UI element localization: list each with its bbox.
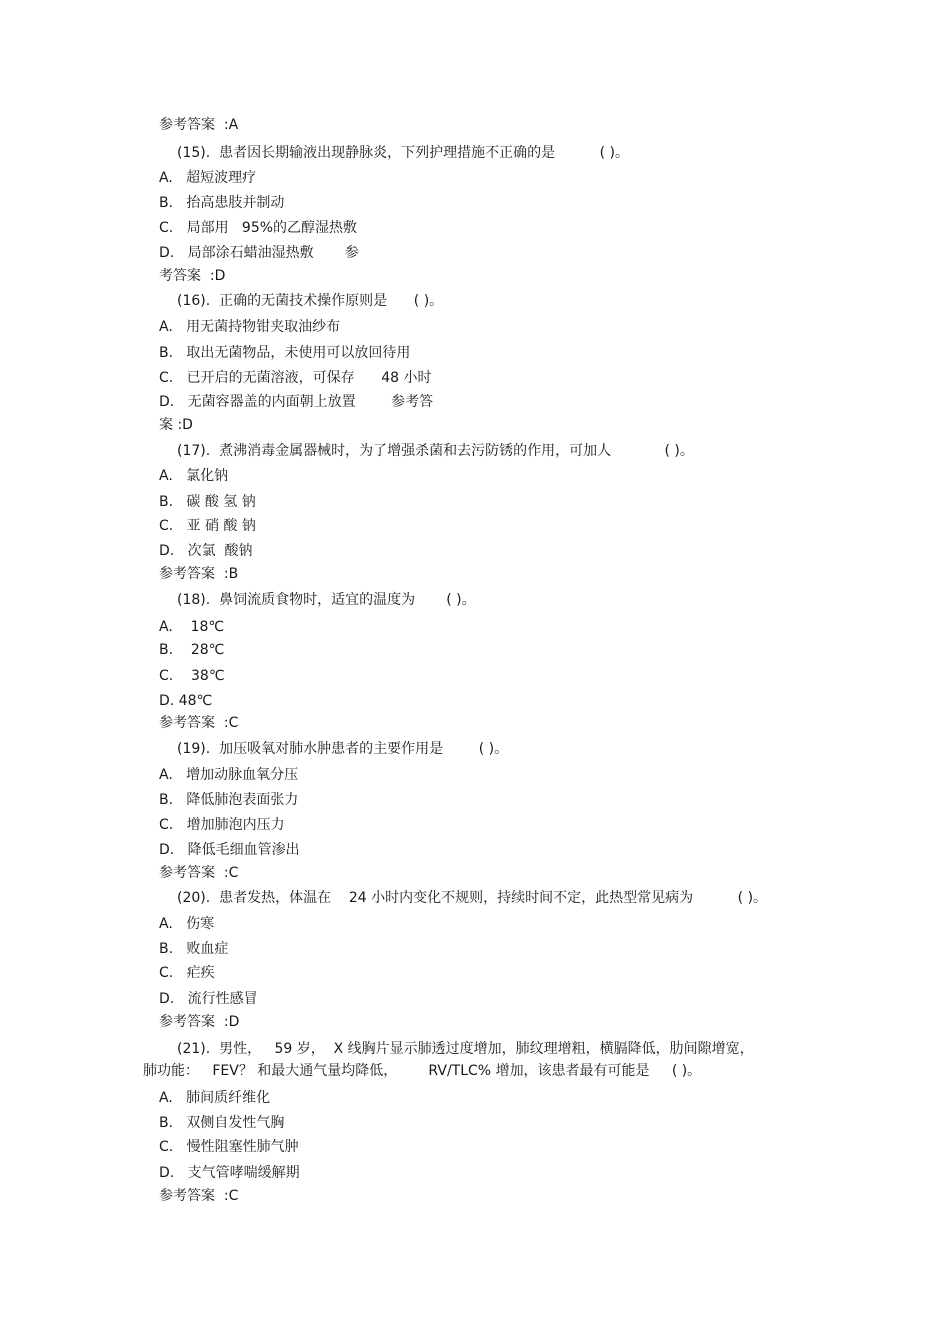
option-16b: B. 取出无菌物品，未使用可以放回待用 bbox=[159, 345, 411, 361]
question-16: (16). 正确的无菌技术操作原则是 ( )。 bbox=[177, 293, 444, 309]
answer-19: 参考答案 :C bbox=[159, 865, 239, 881]
question-20: (20). 患者发热，体温在 24 小时内变化不规则，持续时间不定，此热型常见病为 ( )。 bbox=[177, 890, 768, 906]
option-15a: A. 超短波理疗 bbox=[159, 170, 257, 186]
question-19: (19). 加压吸氧对肺水肿患者的主要作用是 ( )。 bbox=[177, 741, 509, 757]
option-18a: A. 18℃ bbox=[159, 619, 225, 635]
answer-21: 参考答案 :C bbox=[159, 1188, 239, 1204]
option-21b: B. 双侧自发性气胸 bbox=[159, 1115, 285, 1131]
option-17c: C. 亚 硝 酸 钠 bbox=[159, 518, 256, 534]
question-18: (18). 鼻饲流质食物时，适宜的温度为 ( )。 bbox=[177, 592, 476, 608]
answer-20: 参考答案 :D bbox=[159, 1014, 240, 1030]
question-21-line2: 肺功能： FEV？ 和最大通气量均降低， RV/TLC% 增加，该患者最有可能是 ( )。 bbox=[143, 1063, 702, 1079]
option-19c: C. 增加肺泡内压力 bbox=[159, 817, 285, 833]
option-20b: B. 败血症 bbox=[159, 941, 229, 957]
answer-15: 考答案 :D bbox=[159, 268, 226, 284]
option-20c: C. 疟疾 bbox=[159, 965, 215, 981]
option-19a: A. 增加动脉血氧分压 bbox=[159, 767, 299, 783]
option-20d: D. 流行性感冒 bbox=[159, 991, 258, 1007]
answer-18: 参考答案 :C bbox=[159, 715, 239, 731]
option-18b: B. 28℃ bbox=[159, 642, 225, 658]
option-19b: B. 降低肺泡表面张力 bbox=[159, 792, 299, 808]
option-18d: D. 48℃ bbox=[159, 693, 213, 709]
option-15b: B. 抬高患肢并制动 bbox=[159, 195, 285, 211]
option-20a: A. 伤寒 bbox=[159, 916, 215, 932]
option-21c: C. 慢性阻塞性肺气肿 bbox=[159, 1139, 299, 1155]
question-21-line1: (21). 男性， 59 岁， X 线胸片显示肺透过度增加，肺纹理增粗，横膈降低，肋间隙增宽， bbox=[177, 1041, 754, 1057]
answer-14: 参考答案 :A bbox=[159, 117, 239, 133]
option-16d: D. 无菌容器盖的内面朝上放置 参考答 bbox=[159, 394, 434, 410]
option-21d: D. 支气管哮喘缓解期 bbox=[159, 1165, 300, 1181]
answer-16: 案 :D bbox=[159, 417, 193, 433]
option-15d: D. 局部涂石蜡油湿热敷 参 bbox=[159, 245, 359, 261]
question-15: (15). 患者因长期输液出现静脉炎，下列护理措施不正确的是 ( )。 bbox=[177, 145, 629, 161]
answer-17: 参考答案 :B bbox=[159, 566, 239, 582]
option-18c: C. 38℃ bbox=[159, 668, 225, 684]
option-17b: B. 碳 酸 氢 钠 bbox=[159, 494, 256, 510]
question-17: (17). 煮沸消毒金属器械时，为了增强杀菌和去污防锈的作用，可加人 ( )。 bbox=[177, 443, 694, 459]
option-21a: A. 肺间质纤维化 bbox=[159, 1090, 271, 1106]
option-19d: D. 降低毛细血管渗出 bbox=[159, 842, 300, 858]
option-16c: C. 已开启的无菌溶液，可保存 48 小时 bbox=[159, 370, 432, 386]
option-16a: A. 用无菌持物钳夹取油纱布 bbox=[159, 319, 341, 335]
option-17d: D. 次氯 酸钠 bbox=[159, 543, 253, 559]
option-15c: C. 局部用 95%的乙醇湿热敷 bbox=[159, 220, 358, 236]
option-17a: A. 氯化钠 bbox=[159, 468, 229, 484]
